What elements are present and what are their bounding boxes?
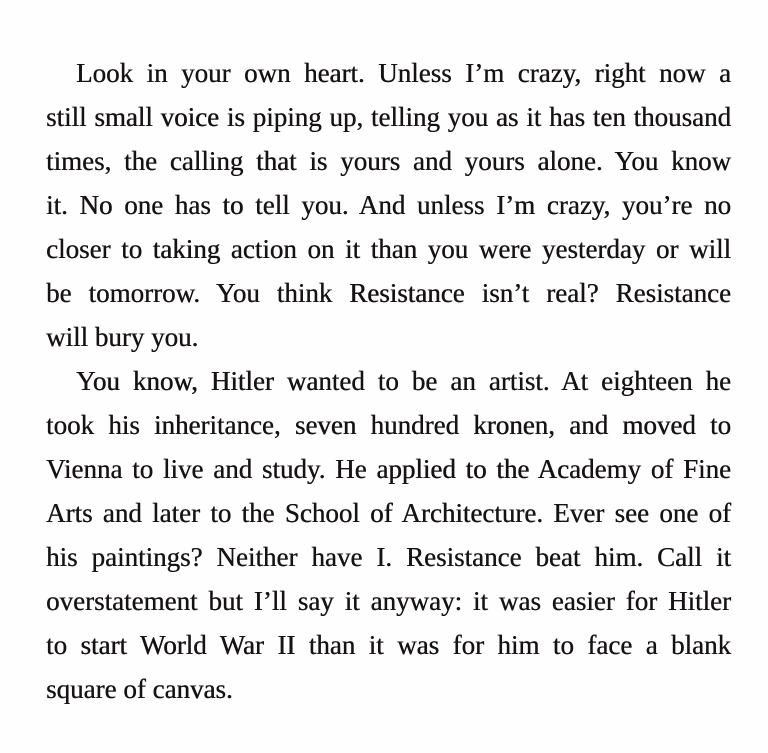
page-text-block (46, 51, 731, 711)
paragraph-2 (46, 359, 731, 711)
text-line: it. No one has to tell you. And unless I’m crazy, you’re no (46, 190, 731, 220)
text-line: will bury you. (46, 322, 199, 352)
text-line: his paintings? Neither have I. Resistance beat him. Call it (46, 542, 731, 572)
text-line: Vienna to live and study. He applied to the Academy of Fine (46, 454, 731, 484)
text-line: Look in your own heart. Unless I’m crazy, right now a (76, 58, 731, 88)
text-line: Arts and later to the School of Architecture. Ever see one of (46, 498, 731, 528)
text-line: still small voice is piping up, telling you as it has ten thousand (46, 102, 731, 132)
text-line: took his inheritance, seven hundred kronen, and moved to (46, 410, 731, 440)
text-line: square of canvas. (46, 674, 233, 704)
text-line: closer to taking action on it than you were yesterday or will (46, 234, 731, 264)
paragraph-1 (46, 51, 731, 359)
text-line: times, the calling that is yours and yours alone. You know (46, 146, 731, 176)
text-line: You know, Hitler wanted to be an artist. At eighteen he (76, 366, 731, 396)
text-line: be tomorrow. You think Resistance isn’t real? Resistance (46, 278, 731, 308)
text-line: overstatement but I’ll say it anyway: it was easier for Hitler (46, 586, 731, 616)
text-line: to start World War II than it was for him to face a blank (46, 630, 731, 660)
